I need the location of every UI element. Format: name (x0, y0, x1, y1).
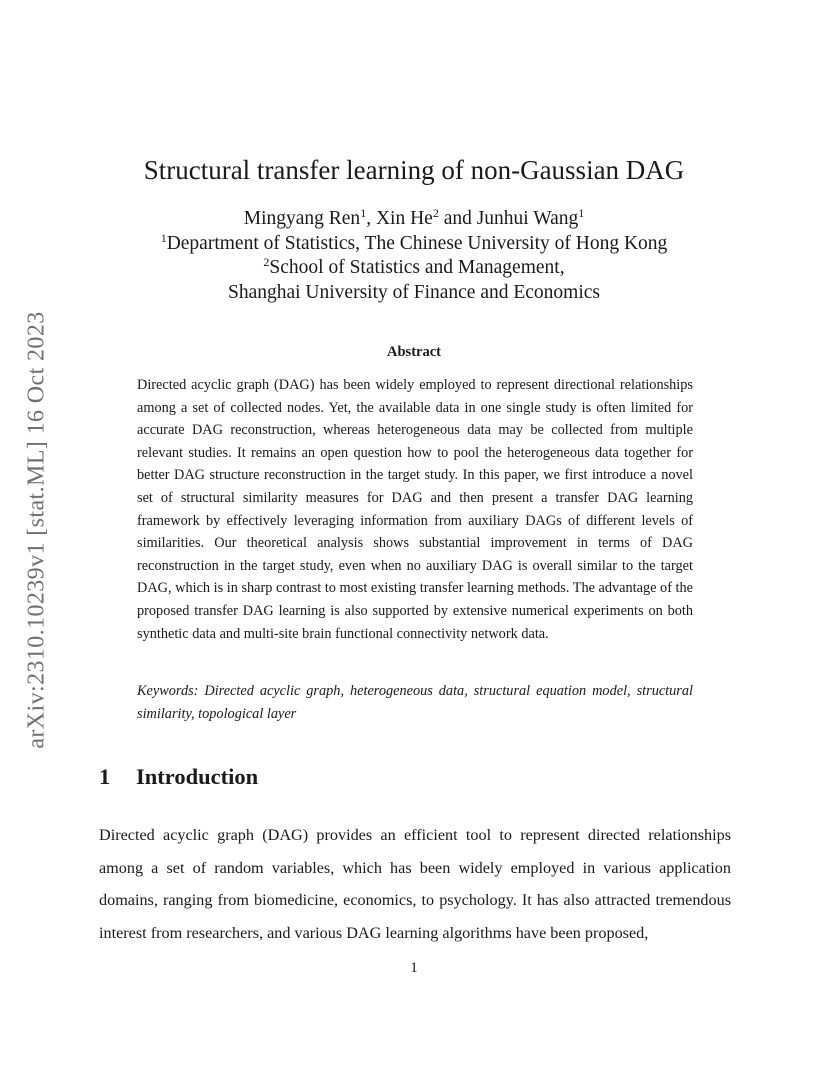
affiliation-line (0, 232, 828, 257)
section-number: 1 (99, 764, 111, 789)
affiliation-mark: 1 (578, 206, 585, 220)
paper-title: Structural transfer learning of non-Gaussian DAG (143, 155, 685, 185)
affiliation-line (0, 256, 828, 281)
affiliation-line (0, 281, 828, 306)
affiliation-mark: 2 (432, 206, 439, 220)
author-conjunction: and (443, 208, 472, 229)
author-line: Mingyang Ren$^1$, Xin He$^2$ and Junhui Wang$^1$ (243, 206, 585, 229)
section-heading (99, 764, 258, 790)
arxiv-id: arXiv:2310.10239v1 [stat.ML] 16 Oct 2023 (23, 311, 50, 749)
author-name: Xin He (375, 208, 433, 229)
section-title: Introduction (136, 764, 259, 789)
affiliation-text: Shanghai University of Finance and Economics (227, 282, 601, 304)
affiliation-mark: 2 (263, 255, 270, 270)
affiliation-mark: 1 (360, 206, 367, 220)
abstract-heading: Abstract (387, 344, 441, 360)
affiliation-text: School of Statistics and Management, (269, 257, 565, 279)
author-name: Mingyang Ren (243, 208, 361, 229)
page-number: 1 (410, 960, 418, 976)
abstract-text: Directed acyclic graph (DAG) has been widely employed to represent directional relationships among a set of collected nodes. Yet, the available data in one single study is often limited for accurate DAG reconstruction, whereas heterogeneous data may be collected from multiple relevant studies. It remains an open question how to pool the heterogeneous data together for better DAG structure reconstruction in the target study. In this paper, we first introduce a novel set of structural similarity measures for DAG and then present a transfer DAG learning framework by effectively leveraging information from auxiliary DAGs of different levels of similarities. Our theoretical analysis shows substantial improvement in terms of DAG reconstruction in the target study, even when no auxiliary DAG is overall similar to the target DAG, which is in sharp contrast to most existing transfer learning methods. The advantage of the proposed transfer DAG learning is also supported by extensive numerical experiments on both synthetic data and multi-site brain functional connectivity network data. (137, 377, 693, 642)
affiliation-mark: 1 (160, 230, 167, 245)
affiliation-text: Department of Statistics, The Chinese University of Hong Kong (166, 232, 668, 254)
author-name: Junhui Wang (476, 208, 579, 229)
keywords: Keywords: Directed acyclic graph, heterogeneous data, structural equation model, structural similarity, topological layer (137, 683, 693, 722)
author-block (0, 207, 828, 306)
intro-paragraph: Directed acyclic graph (DAG) provides an efficient tool to represent directed relationships among a set of random variables, which has been widely employed in various application domains, ranging from biomedicine, economics, to psychology. It has also attracted tremendous interest from researchers, and various DAG learning algorithms have been proposed, (99, 826, 731, 942)
